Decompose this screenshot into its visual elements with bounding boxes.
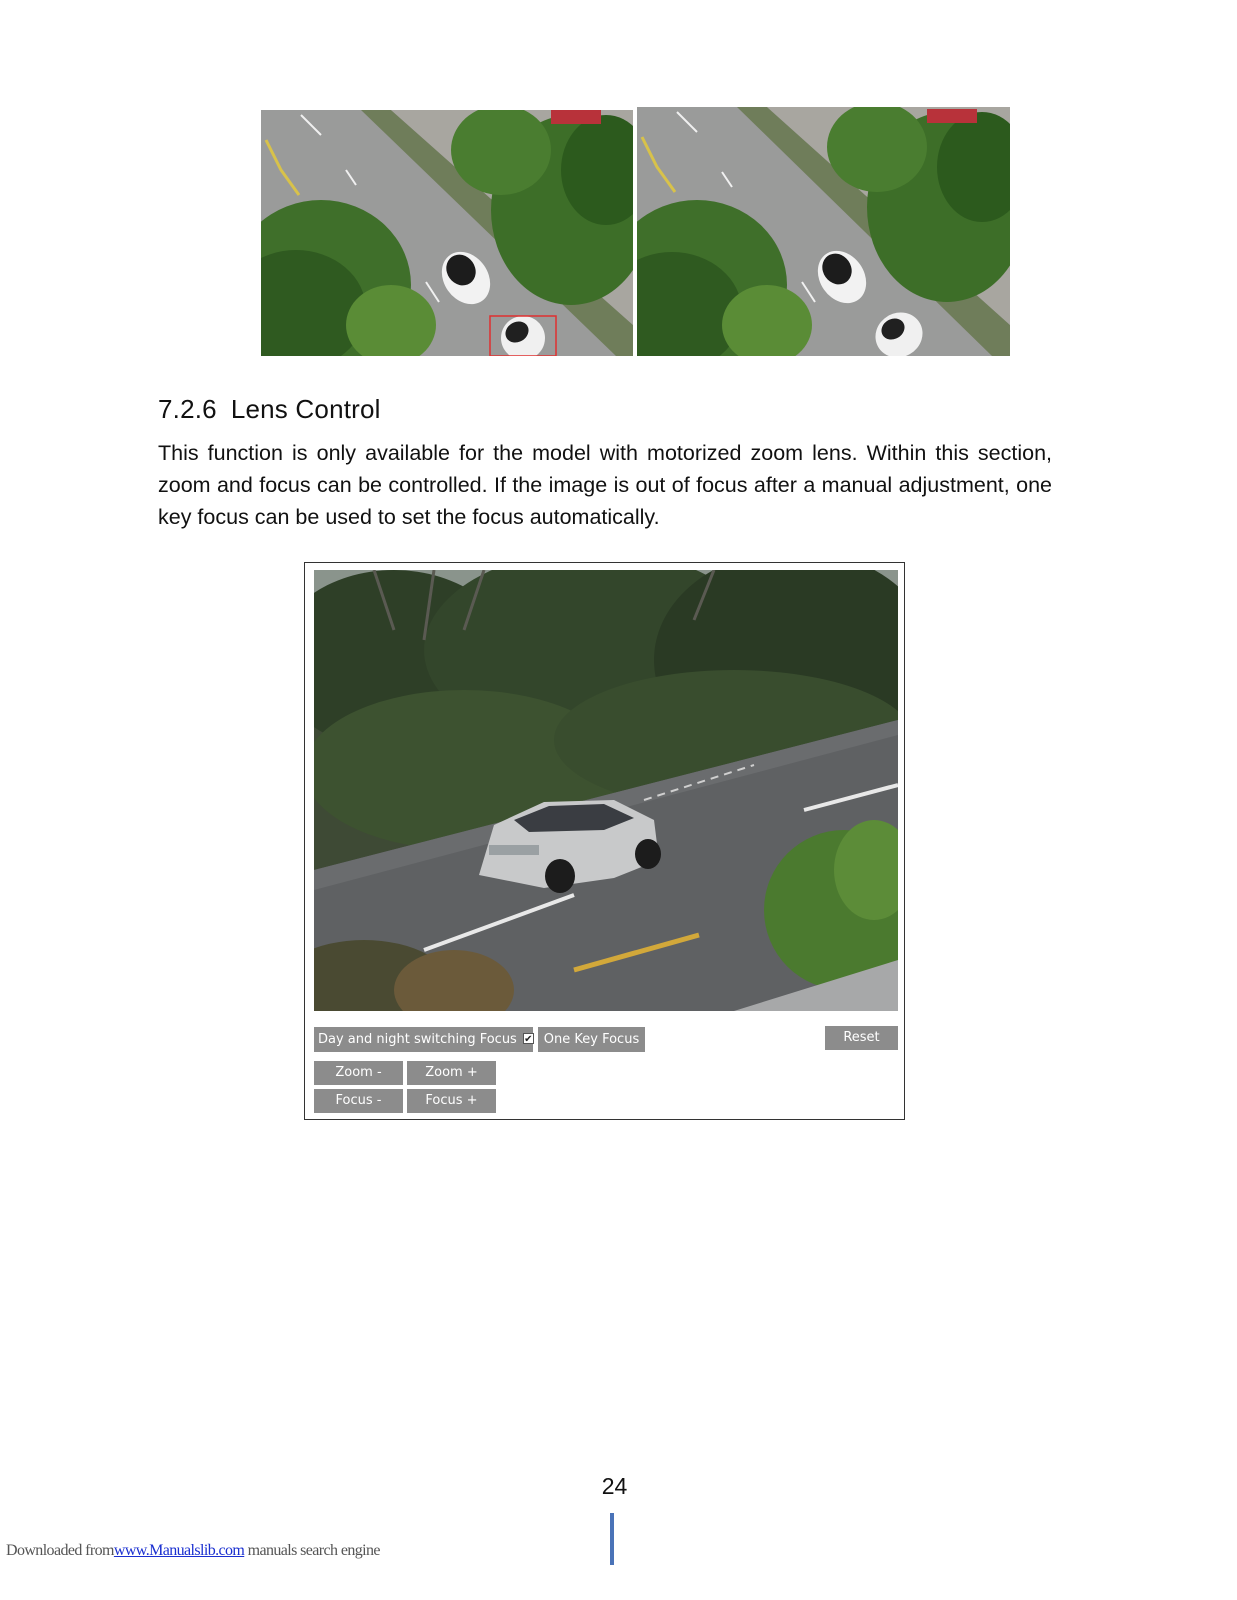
zoom-plus-button[interactable]: Zoom + — [407, 1061, 496, 1085]
one-key-focus-button[interactable]: One Key Focus — [538, 1027, 645, 1052]
section-number: 7.2.6 — [158, 394, 217, 424]
checkbox-checked-icon[interactable]: ✔ — [524, 1034, 533, 1045]
section-title: Lens Control — [230, 394, 381, 424]
day-night-switching-focus-label: Day and night switching Focus — [318, 1032, 517, 1047]
footer-divider — [610, 1513, 614, 1565]
section-heading — [158, 394, 381, 425]
live-video-view — [314, 570, 898, 1011]
download-footer — [6, 1542, 380, 1560]
reset-button[interactable]: Reset — [825, 1026, 898, 1050]
lens-control-panel — [304, 562, 905, 1120]
focus-minus-button[interactable]: Focus - — [314, 1089, 403, 1113]
day-night-switching-focus-toggle[interactable] — [314, 1027, 533, 1052]
camera-snapshot-before — [261, 110, 633, 356]
manualslib-link[interactable]: www.Manualslib.com — [113, 1542, 245, 1559]
section-body: This function is only available for the model with motorized zoom lens. Within this section, zoom and focus can be controlled. If the image is out of focus after a manual adjustment, one key focus can be used to set the focus automatically. — [158, 441, 1052, 529]
download-prefix: Downloaded from — [6, 1542, 114, 1559]
focus-plus-button[interactable]: Focus + — [407, 1089, 496, 1113]
page-number: 24 — [601, 1473, 628, 1499]
download-suffix: manuals search engine — [247, 1542, 380, 1559]
camera-snapshot-after — [637, 107, 1010, 356]
zoom-minus-button[interactable]: Zoom - — [314, 1061, 403, 1085]
